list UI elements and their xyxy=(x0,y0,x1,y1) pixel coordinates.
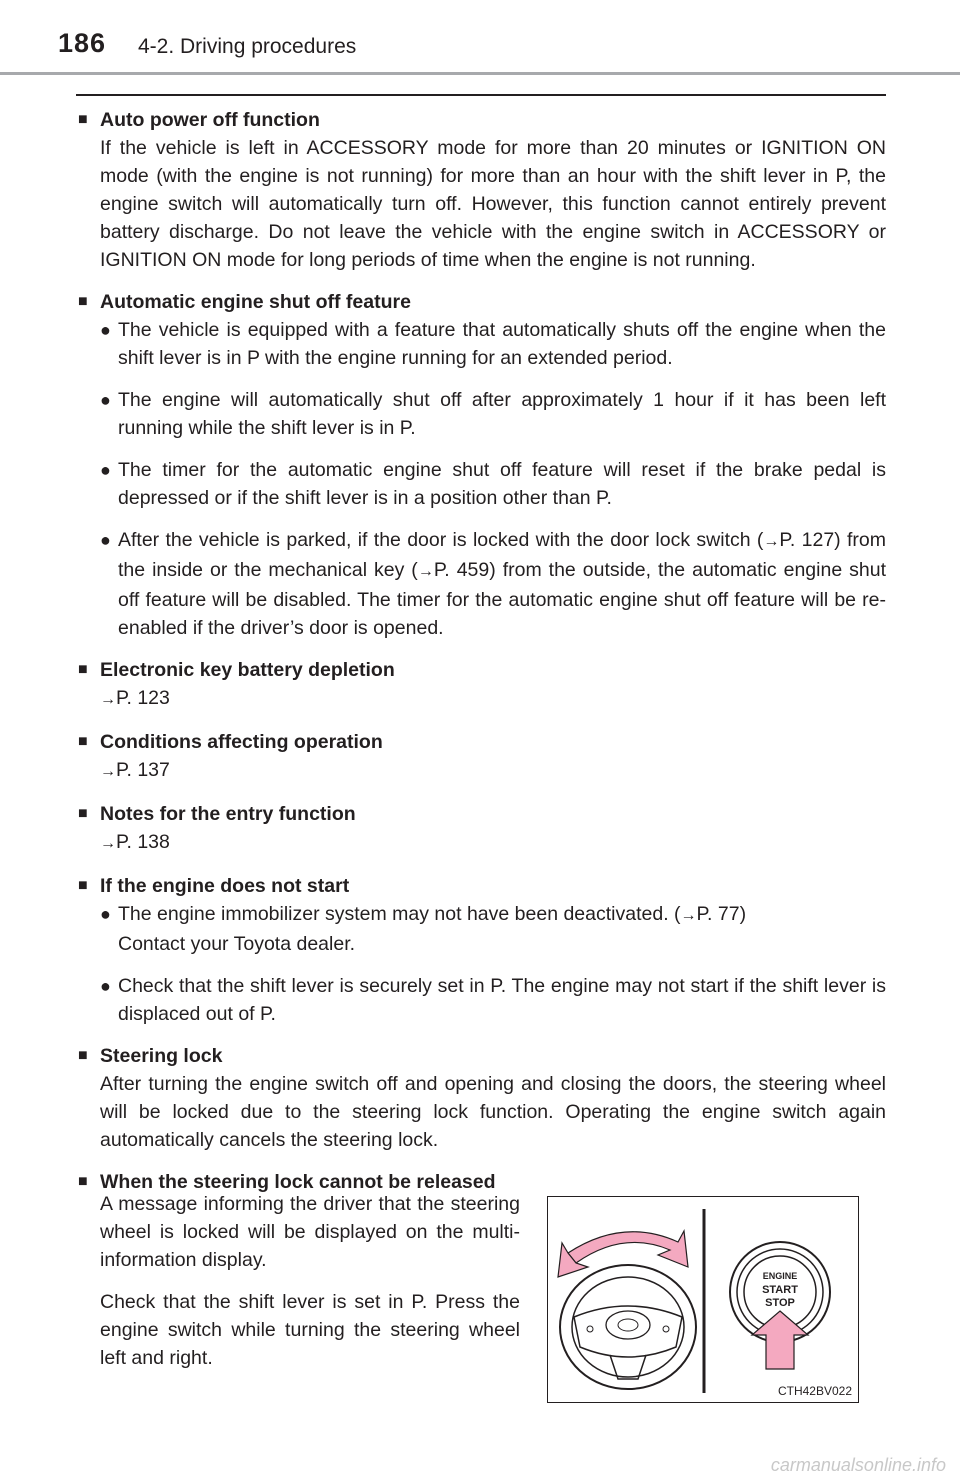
bullet-dot-icon: ● xyxy=(100,320,111,340)
page-header xyxy=(0,0,960,76)
auto-power-off-text: If the vehicle is left in ACCESSORY mode for more than 20 minutes or IGNITION ON mode (with the engine is not running) for more than an hour with the shift lever in P, the engine switch will automatically turn off. However, this function cannot entirely prevent battery discharge. Do not leave the vehicle with the engine switch in ACCESSORY or IGNITION ON mode for long periods of time when the engine is not running. xyxy=(100,137,886,271)
conditions-ref xyxy=(100,756,886,786)
steering-wheel-illustration xyxy=(548,1197,858,1402)
section-title: 4-2. Driving procedures xyxy=(138,35,357,58)
svg-text:START: START xyxy=(762,1284,798,1296)
figure-code: CTH42BV022 xyxy=(777,1384,852,1398)
arrow-right-icon: → xyxy=(680,907,697,924)
watermark: carmanualsonline.info xyxy=(770,1455,946,1475)
bullet-dot-icon: ● xyxy=(100,530,111,550)
page-reference-link[interactable]: P. 77 xyxy=(696,903,740,925)
bullet-dot-icon: ● xyxy=(100,904,111,924)
page-reference-link[interactable]: P. 123 xyxy=(116,687,170,709)
heading-key-battery: ■ Electronic key battery depletion xyxy=(78,656,886,684)
bullet-item: ● Check that the shift lever is securely set in P. The engine may not start if the shift lever is displaced out of P. xyxy=(100,972,886,1028)
arrow-right-icon: → xyxy=(417,563,434,580)
lock-release-text xyxy=(100,1190,520,1386)
lock-release-paragraph: Check that the shift lever is set in P. Press the engine switch while turning the steering wheel left and right. xyxy=(100,1291,520,1369)
bullet-item: ● The timer for the automatic engine shut off feature will reset if the brake pedal is depressed or if the shift lever is in a position other than P. xyxy=(100,456,886,512)
arrow-right-icon: → xyxy=(100,763,116,780)
bullet-dot-icon: ● xyxy=(100,460,111,480)
bullet-item: ● After the vehicle is parked, if the door is locked with the door lock switch (→P. 127) from the inside or the mechanical key (→P. 459) from the outside, the automatic engine shut off feature will be disabled. The timer for the automatic engine shut off feature will be re-enabled if the driver’s door is opened. xyxy=(100,526,886,642)
heading-entry-notes: ■ Notes for the entry function xyxy=(78,800,886,828)
svg-text:ENGINE: ENGINE xyxy=(762,1271,798,1281)
steering-wheel-icon xyxy=(560,1265,696,1389)
header-divider xyxy=(0,72,960,75)
arrow-right-icon: → xyxy=(100,691,116,708)
bullet-item: ● The vehicle is equipped with a feature that automatically shuts off the engine when the shift lever is in P with the engine running for an extended period. xyxy=(100,316,886,372)
page-number: 186 xyxy=(58,28,107,58)
bullet-item: ● The engine will automatically shut off after approximately 1 hour if it has been left running while the shift lever is in P. xyxy=(100,386,886,442)
page-reference-link[interactable]: P. 127 xyxy=(779,529,835,551)
steering-lock-text: After turning the engine switch off and opening and closing the doors, the steering wheel will be locked due to the steering lock function. Operating the engine switch again automatically cancels the steering lock. xyxy=(100,1073,886,1151)
lock-release-paragraph: A message informing the driver that the steering wheel is locked will be displayed on the multi-information display. xyxy=(100,1193,520,1271)
svg-text:STOP: STOP xyxy=(765,1297,795,1309)
turn-arrow-icon xyxy=(568,1231,688,1267)
bullet-item: ● The engine immobilizer system may not have been deactivated. (→P. 77) Contact your Toyota dealer. xyxy=(100,900,886,958)
arrow-right-icon: → xyxy=(100,835,116,852)
manual-content xyxy=(78,106,886,1196)
heading-no-start: ■ If the engine does not start xyxy=(78,872,886,900)
heading-lock-release: ■ When the steering lock cannot be released xyxy=(78,1168,886,1196)
arrow-right-icon: → xyxy=(763,533,780,550)
heading-conditions: ■ Conditions affecting operation xyxy=(78,728,886,756)
page-reference-link[interactable]: P. 138 xyxy=(116,831,170,853)
content-divider xyxy=(76,94,886,96)
heading-auto-power-off: ■ Auto power off function xyxy=(78,106,886,134)
steering-lock-illustration xyxy=(547,1196,859,1403)
entry-notes-ref xyxy=(100,828,886,858)
page-reference-link[interactable]: P. 137 xyxy=(116,759,170,781)
page-reference-link[interactable]: P. 459 xyxy=(433,559,490,581)
key-battery-ref xyxy=(100,684,886,714)
bullet-dot-icon: ● xyxy=(100,976,111,996)
bullet-dot-icon: ● xyxy=(100,390,111,410)
heading-auto-shut-off: ■ Automatic engine shut off feature xyxy=(78,288,886,316)
heading-steering-lock: ■ Steering lock xyxy=(78,1042,886,1070)
